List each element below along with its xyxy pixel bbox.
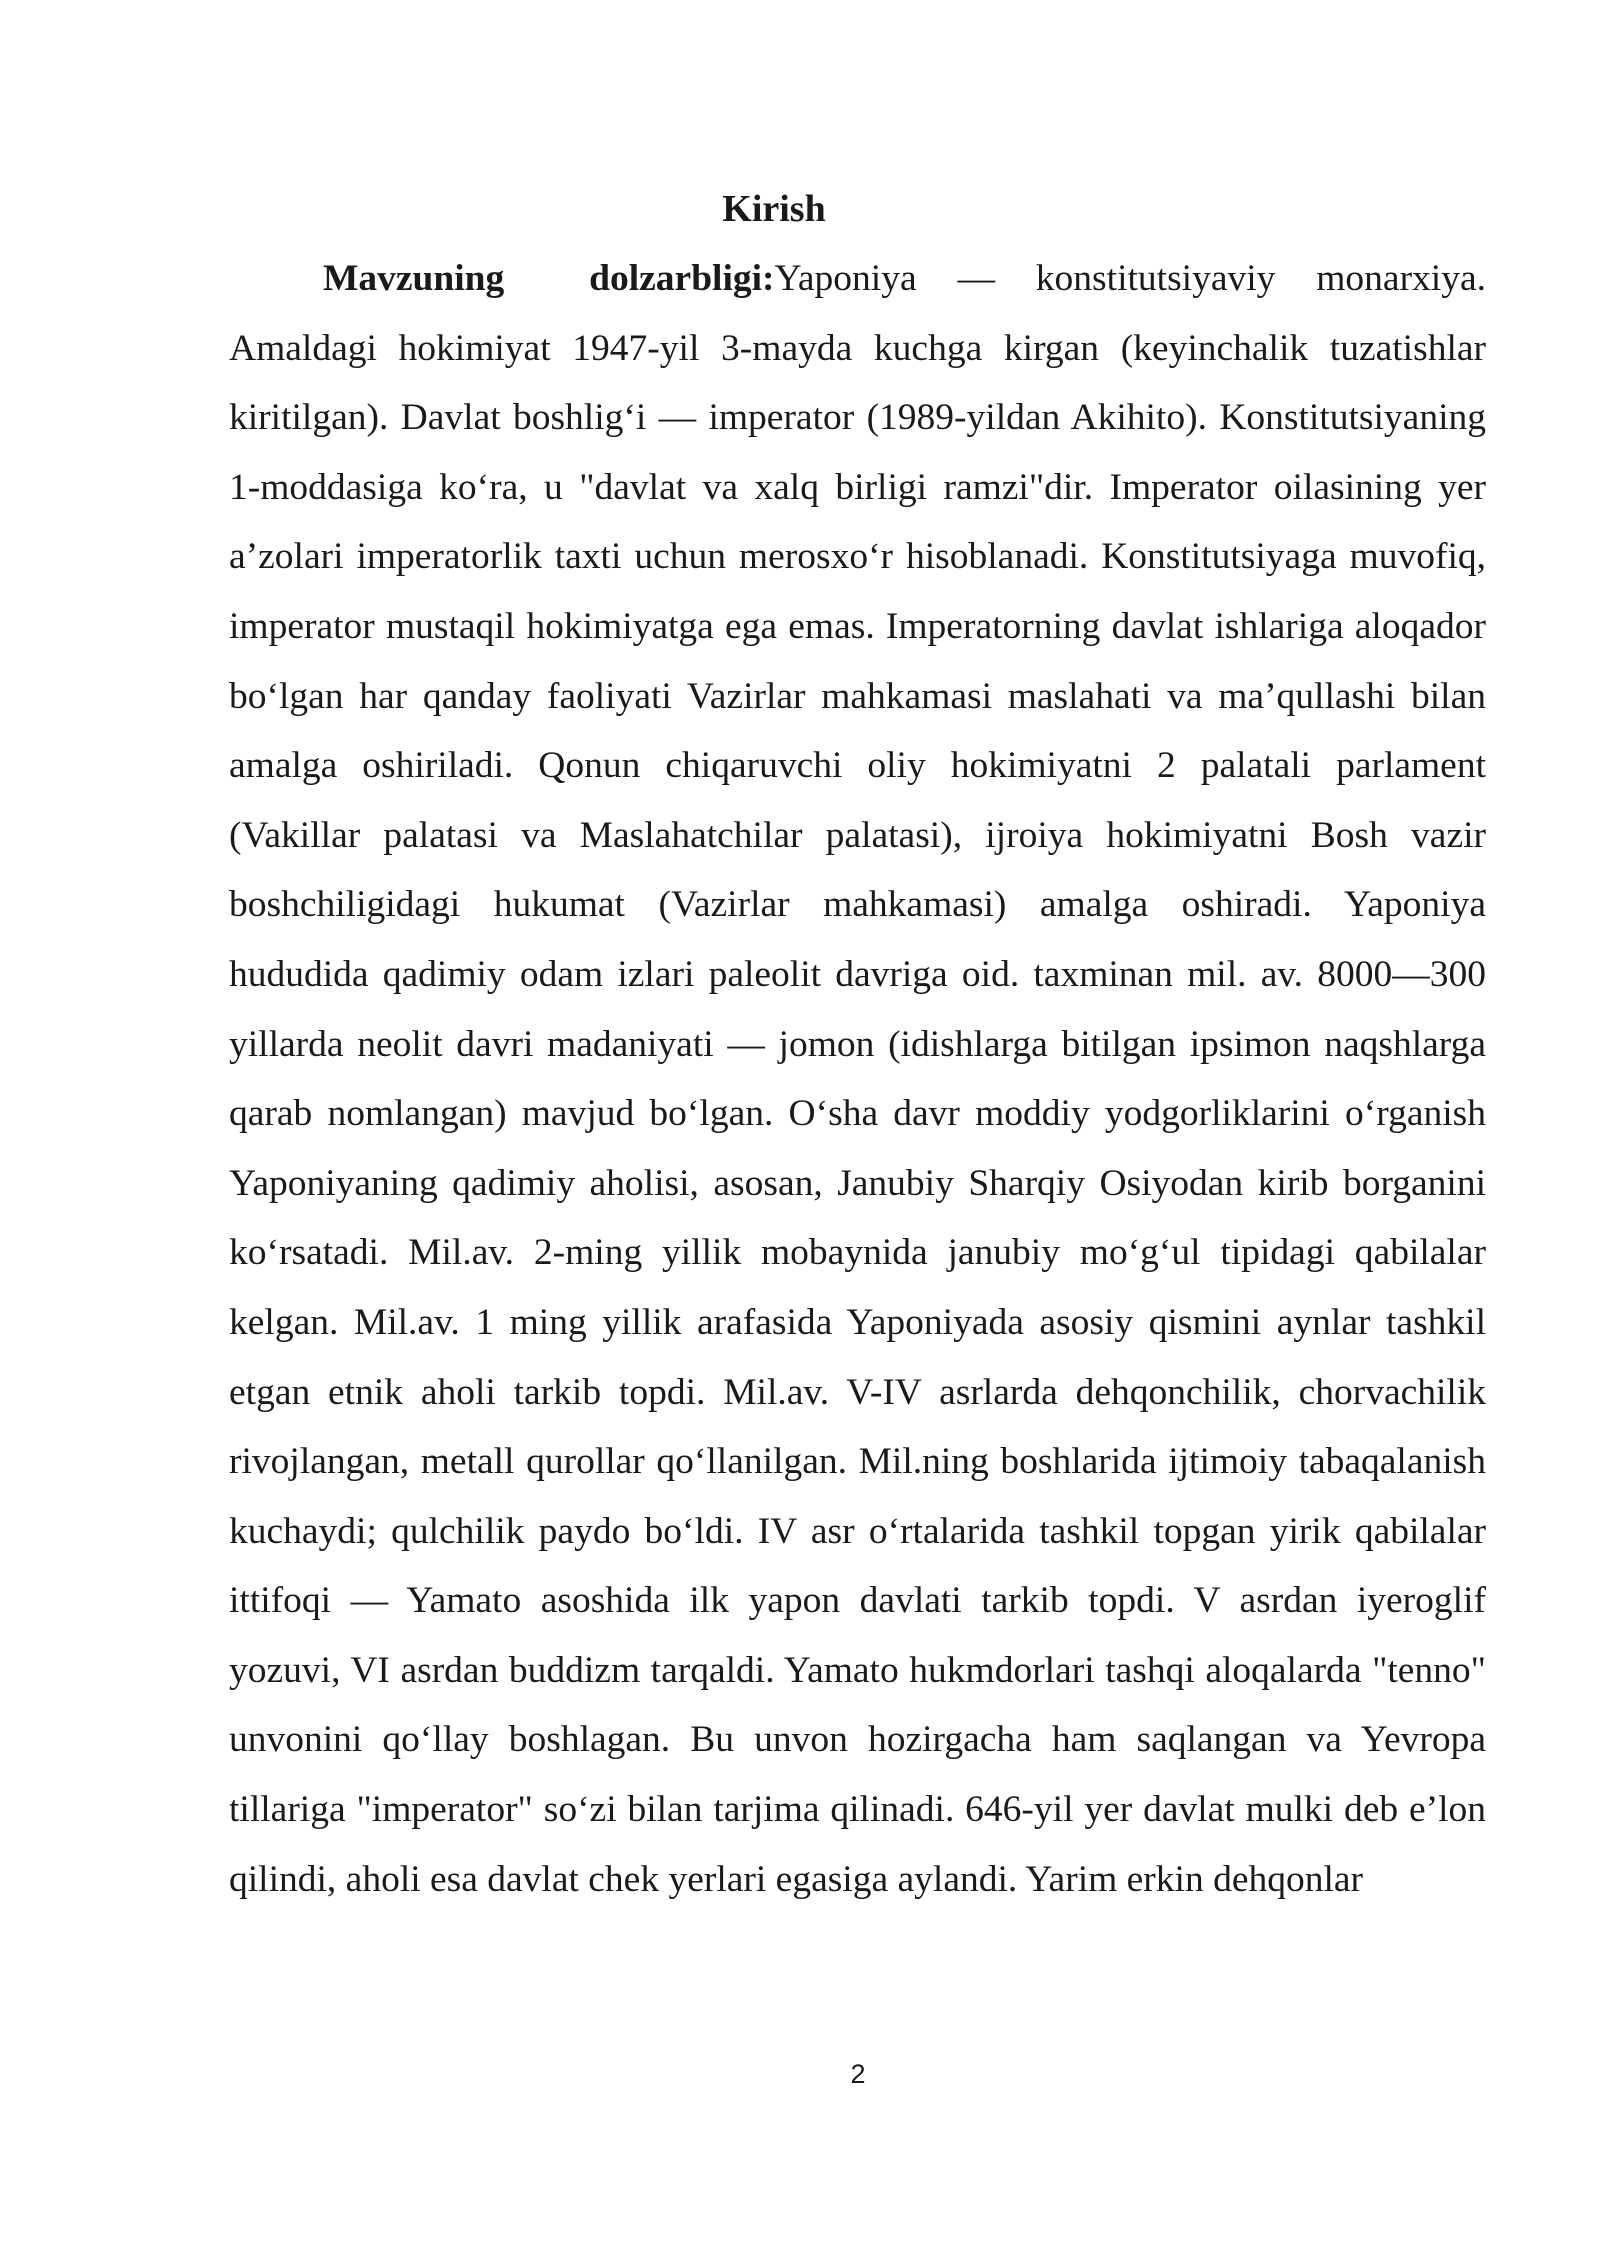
page-number: 2	[850, 2059, 866, 2089]
lead-term: Mavzuning dolzarbligi:	[323, 258, 775, 299]
section-heading: Kirish	[722, 188, 826, 230]
body-paragraph	[229, 244, 1486, 1914]
paragraph-text: Yaponiya — konstitutsiyaviy monarxiya. Amaldagi hokimiyat 1947-yil 3-mayda kuchga kirgan (keyinchalik tuzatishlar kiritilgan). Davlat boshlig‘i — imperator (1989-yildan Akihito). Konstitutsiyaning 1-moddasiga ko‘ra, u "davlat va xalq birligi ramzi"dir. Imperator oilasining yer a’zolari imperatorlik taxti uchun merosxo‘r hisoblanadi. Konstitutsiyaga muvofiq, imperator mustaqil hokimiyatga ega emas. Imperatorning davlat ishlariga aloqador bo‘lgan har qanday faoliyati Vazirlar mahkamasi maslahati va ma’qullashi bilan amalga oshiriladi. Qonun chiqaruvchi oliy hokimiyatni 2 palatali parlament (Vakillar palatasi va Maslahatchilar palatasi), ijroiya hokimiyatni Bosh vazir boshchiligidagi hukumat (Vazirlar mahkamasi) amalga oshiradi. Yaponiya hududida qadimiy odam izlari paleolit davriga oid. taxminan mil. av. 8000—300 yillarda neolit davri madaniyati — jomon (idishlarga bitilgan ipsimon naqshlarga qarab nomlangan) mavjud bo‘lgan. O‘sha davr moddiy yodgorliklarini o‘rganish Yaponiyaning qadimiy aholisi, asosan, Janubiy Sharqiy Osiyodan kirib borganini ko‘rsatadi. Mil.av. 2-ming yillik mobaynida janubiy mo‘g‘ul tipidagi qabilalar kelgan. Mil.av. 1 ming yillik arafasida Yaponiyada asosiy qismini aynlar tashkil etgan etnik aholi tarkib topdi. Mil.av. V-IV asrlarda dehqonchilik, chorvachilik rivojlangan, metall qurollar qo‘llanilgan. Mil.ning boshlarida ijtimoiy tabaqalanish kuchaydi; qulchilik paydo bo‘ldi. IV asr o‘rtalarida tashkil topgan yirik qabilalar ittifoqi — Yamato asoshida ilk yapon davlati tarkib topdi. V asrdan iyeroglif yozuvi, VI asrdan buddizm tarqaldi. Yamato hukmdorlari tashqi aloqalarda "tenno" unvonini qo‘llay boshlagan. Bu unvon hozirgacha ham saqlangan va Yevropa tillariga "imperator" so‘zi bilan tarjima qilinadi. 646-yil yer davlat mulki deb e’lon qilindi, aholi esa davlat chek yerlari egasiga aylandi. Yarim erkin dehqonlar	[229, 258, 1486, 1900]
